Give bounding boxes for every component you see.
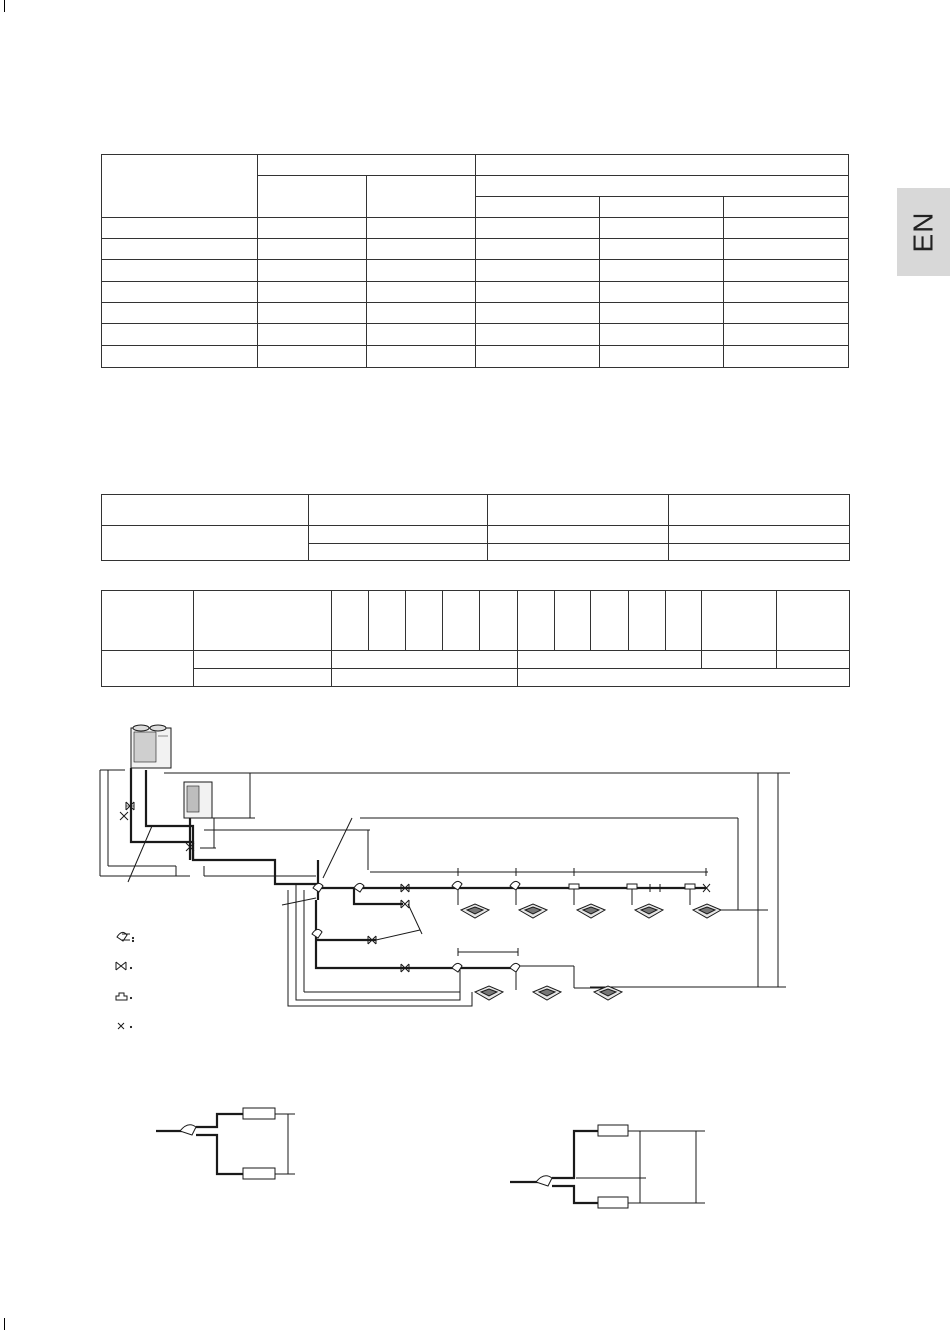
header-icon (627, 884, 637, 894)
language-tab-label: EN (907, 211, 939, 253)
branch-joint-icon (354, 883, 364, 892)
end-seal-legend-icon (118, 1023, 132, 1029)
branch-joint-icon (180, 1125, 196, 1135)
indoor-unit-icon (693, 904, 721, 918)
branch-joint-icon (510, 963, 520, 972)
indoor-unit-box (598, 1125, 628, 1136)
branch-joint-legend-icon (117, 932, 134, 941)
header-icon (685, 884, 695, 894)
stop-valve-icon (120, 812, 128, 820)
outdoor-unit-small-icon (184, 782, 212, 818)
stop-valve-legend-icon (116, 962, 132, 970)
symbol-legend (116, 932, 134, 1029)
indoor-unit-icon (533, 986, 561, 1000)
indoor-unit-icon (475, 986, 503, 1000)
branch-joint-icon (536, 1176, 552, 1186)
indoor-unit-icon (519, 904, 547, 918)
indoor-unit-icon (635, 904, 663, 918)
indoor-unit-icon (577, 904, 605, 918)
header-icon (569, 884, 579, 894)
indoor-unit-box (598, 1197, 628, 1208)
outdoor-unit-large-icon (131, 725, 171, 768)
indoor-unit-box (243, 1108, 275, 1119)
branch-detail-left (156, 1108, 295, 1179)
branch-detail-right (510, 1125, 705, 1208)
header-legend-icon (116, 993, 132, 1000)
branch-joint-icon (312, 929, 322, 938)
indoor-unit-icon (461, 904, 489, 918)
indoor-unit-box (243, 1168, 275, 1179)
